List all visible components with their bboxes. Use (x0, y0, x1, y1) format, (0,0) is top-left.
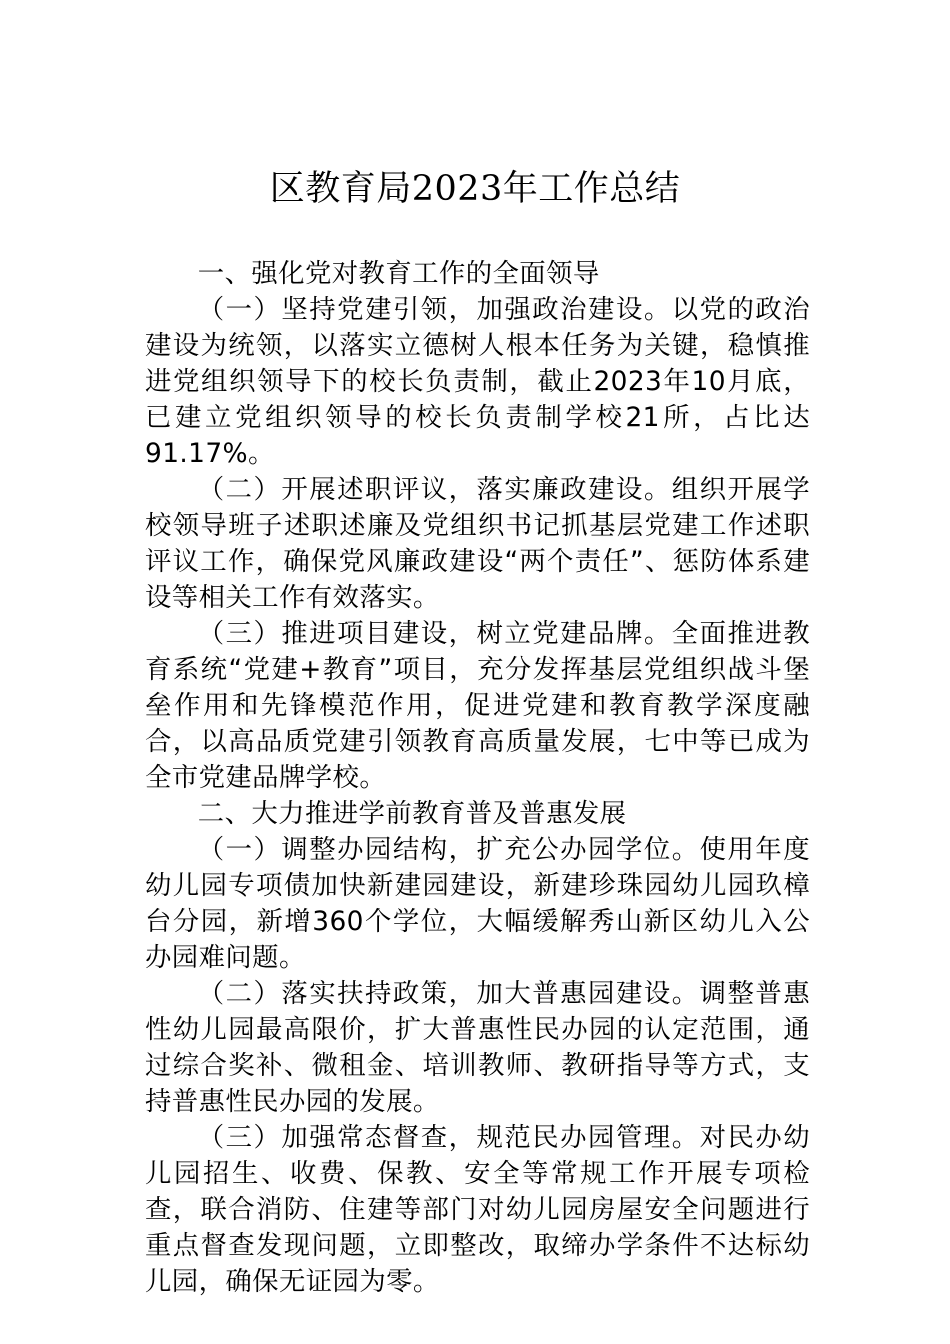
paragraph-1-1: （一）坚持党建引领，加强政治建设。以党的政治建设为统领，以落实立德树人根本任务为关键，稳慎推进党组织领导下的校长负责制，截止2023年10月底，已建立党组织领导的校长负责制学校21所，占比达91.17%。 (145, 294, 810, 469)
paragraph-1-2: （二）开展述职评议，落实廉政建设。组织开展学校领导班子述职述廉及党组织书记抓基层党建工作述职评议工作，确保党风廉政建设“两个责任”、惩防体系建设等相关工作有效落实。 (145, 474, 810, 613)
section-heading-2: 二、大力推进学前教育普及普惠发展 (197, 798, 627, 829)
section-heading-1: 一、强化党对教育工作的全面领导 (197, 258, 600, 289)
paragraph-1-3: （三）推进项目建设，树立党建品牌。全面推进教育系统“党建+教育”项目，充分发挥基层党组织战斗堡垒作用和先锋模范作用，促进党建和教育教学深度融合，以高品质党建引领教育高质量发展，七中等已成为全市党建品牌学校。 (145, 618, 810, 793)
paragraph-2-3: （三）加强常态督查，规范民办园管理。对民办幼儿园招生、收费、保教、安全等常规工作开展专项检查，联合消防、住建等部门对幼儿园房屋安全问题进行重点督查发现问题，立即整改，取缔办学条件不达标幼儿园，确保无证园为零。 (145, 1122, 810, 1297)
document-body (145, 256, 810, 1300)
document-title: 区教育局2023年工作总结 (269, 169, 681, 209)
paragraph-2-2: （二）落实扶持政策，加大普惠园建设。调整普惠性幼儿园最高限价，扩大普惠性民办园的认定范围，通过综合奖补、微租金、培训教师、教研指导等方式，支持普惠性民办园的发展。 (145, 978, 810, 1117)
paragraph-2-1: （一）调整办园结构，扩充公办园学位。使用年度幼儿园专项债加快新建园建设，新建珍珠园幼儿园玖樟台分园，新增360个学位，大幅缓解秀山新区幼儿入公办园难问题。 (145, 834, 810, 973)
